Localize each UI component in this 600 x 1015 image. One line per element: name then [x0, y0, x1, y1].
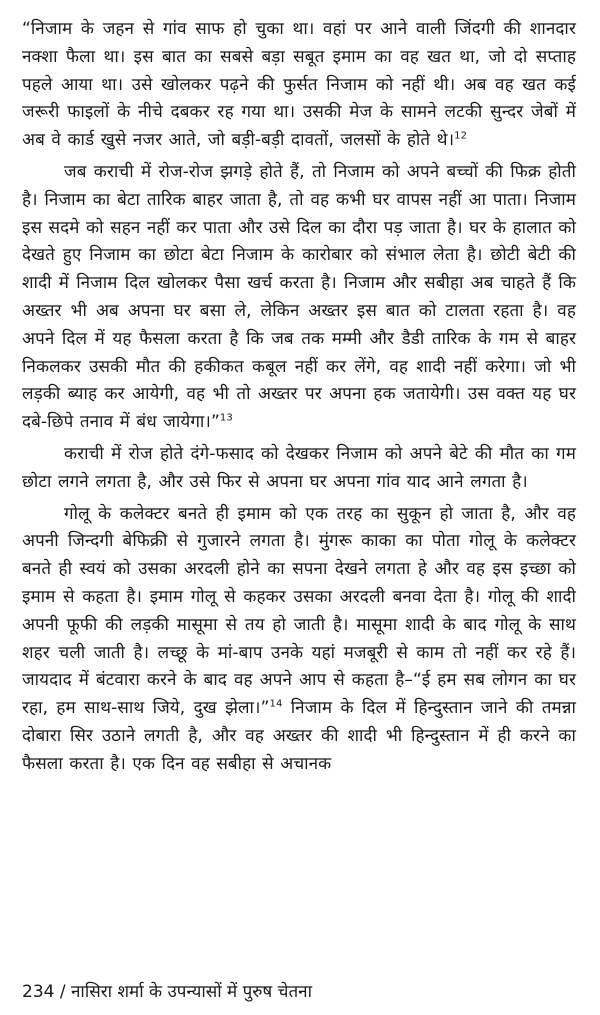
paragraph-4-text-continued: निजाम के दिल में हिन्दुस्तान जाने की तमन्ना दोबारा सिर उठाने लगती है, और वह अख्तर की शादी भी हिन्दुस्तान में ही करने का फैसला करता है। एक दिन वह सबीहा से अचानक — [22, 698, 576, 774]
paragraph-4 — [22, 501, 576, 779]
footnote-ref-13: 13 — [219, 412, 233, 424]
running-book-title: नासिरा शर्मा के उपन्यासों में पुरुष चेतना — [71, 982, 312, 1002]
paragraph-4-text: गोलू के कलेक्टर बनते ही इमाम को एक तरह का सुकून हो जाता है, और वह अपनी जिन्दगी बेफिक्री से गुजारने लगता है। मुंगरू काका का पोता गोलू के कलेक्टर बनते ही स्वयं को उसका अरदली होने का सपना देखने लगता हे और वह इस इच्छा को इमाम से कहता है। इमाम गोलू से कहकर उसका अरदली बनवा देता है। गोलू की शादी अपनी फूफी की लड़की मासूमा से तय हो जाती है। मासूमा शादी के बाद गोलू के साथ शहर चली जाती है। लच्छू के मां-बाप उनके यहां मजबूरी से काम तो नहीं कर रहे हैं। जायदाद में बंटवारा करने के बाद वह अपने आप से कहता है–“ई हम सब लोगन का घर रहा, हम साथ-साथ जिये, दुख झेला।” — [22, 503, 576, 719]
paragraph-3-text: कराची में रोज होते दंगे-फसाद को देखकर निजाम को अपने बेटे की मौत का गम छोटा लगने लगता है, और उसे फिर से अपना घर अपना गांव याद आने लगता है। — [22, 443, 576, 492]
page-number: 234 — [22, 982, 55, 1002]
paragraph-3 — [22, 441, 576, 497]
paragraph-1 — [22, 16, 576, 155]
paragraph-2 — [22, 159, 576, 437]
footnote-ref-14: 14 — [269, 698, 283, 710]
paragraph-1-text: “निजाम के जहन से गांव साफ हो चुका था। वहां पर आने वाली जिंदगी की शानदार नक्शा फैला था। इस बात का सबसे बड़ा सबूत इमाम का वह खत था, जो दो सप्ताह पहले आया था। उसे खोलकर पढ़ने की फुर्सत निजाम को नहीं थी। अब वह खत कई जरूरी फाइलों के नीचे दबकर रह गया था। उसकी मेज के सामने लटकी सुन्दर जेबों में अब वे कार्ड खुसे नजर आते, जो बड़ी-बड़ी दावतों, जलसों के होते थे। — [22, 19, 576, 151]
footer-separator: / — [59, 982, 66, 1002]
paragraph-2-text: जब कराची में रोज-रोज झगड़े होते हैं, तो निजाम को अपने बच्चों की फिक्र होती है। निजाम का बेटा तारिक बाहर जाता है, तो वह कभी घर वापस नहीं आ पाता। निजाम इस सदमे को सहन नहीं कर पाता और उसे दिल का दौरा पड़ जाता है। घर के हालात को देखते हुए निजाम का छोटा बेटा निजाम के कारोबार को संभाल लेता है। छोटी बेटी की शादी में निजाम दिल खोलकर पैसा खर्च करता है। निजाम और सबीहा अब चाहते हैं कि अख्तर भी अब अपना घर बसा ले, लेकिन अख्तर इस बात को टालता रहता है। वह अपने दिल में यह फैसला करता है कि जब तक मम्मी और डैडी तारिक के गम से बाहर निकलकर उसकी मौत की हकीकत कबूल नहीं कर लेंगे, वह शादी नहीं करेगा। जो भी लड़की ब्याह कर आयेगी, वह भी तो अख्तर पर अपना हक जतायेगी। उस वक्त यह घर दबे-छिपे तनाव में बंध जायेगा।” — [22, 161, 576, 433]
page-footer — [22, 980, 312, 1004]
footnote-ref-12: 12 — [454, 130, 468, 142]
